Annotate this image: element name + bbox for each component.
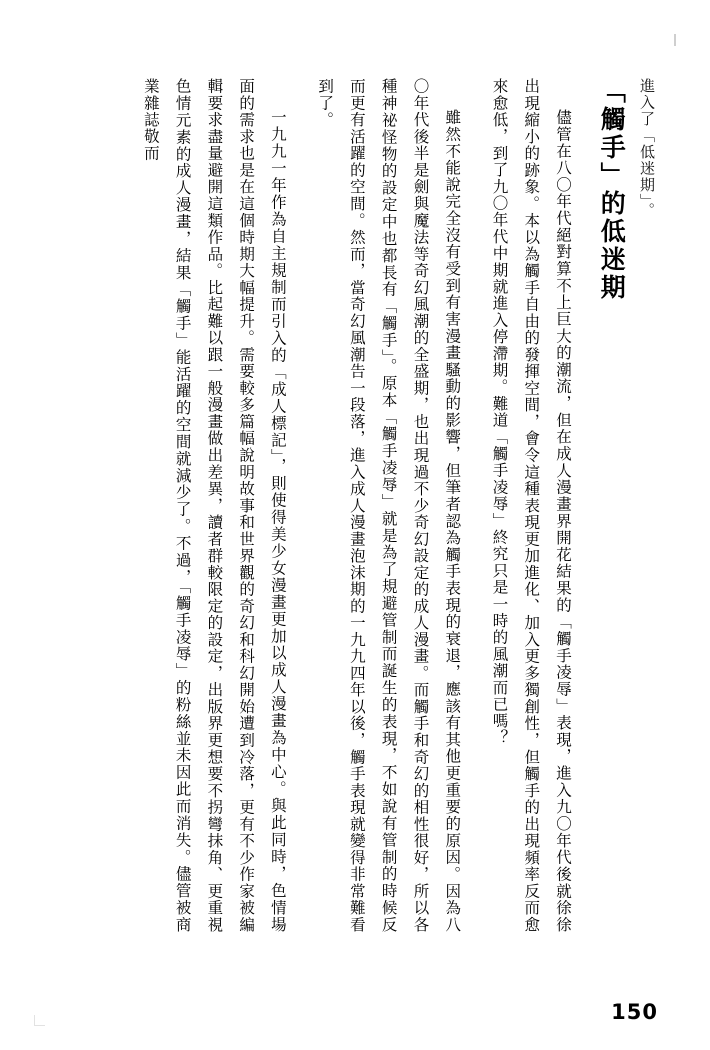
paragraph-3: 一九九一年作為自主規制而引入的「成人標記」，則使得美少女漫畫更加以成人漫畫為中心。與此同時，色情場面的需求也是在這個時期大幅提升。需要較多篇幅說明故事和世界觀的奇幻和科幻開始遭到冷落，更有不少作家被編輯要求盡量避開這類作品。比起難以跟一般漫畫做出差異，讀者群較限定的設定，出版界更想要不拐彎抹角、更重視色情元素的成人漫畫，結果「觸手」能活躍的空間就減少了。不過，「觸手凌辱」的粉絲並未因此而消失。儘管被商業雜誌敬而 — [141, 78, 287, 933]
page-text-body — [48, 78, 662, 938]
page-title: 「觸手」的低迷期 — [597, 78, 627, 302]
crop-mark-bottom — [34, 1015, 45, 1026]
lead-line: 進入了「低迷期」。 — [638, 78, 656, 219]
paragraph-2: 雖然不能說完全沒有受到有害漫畫騷動的影響，但筆者認為觸手表現的衰退，應該有其他更重要的原因。因為八〇年代後半是劍與魔法等奇幻風潮的全盛期，也出現過不少奇幻設定的成人漫畫。而觸手和奇幻的相性很好，所以各種神祕怪物的設定中也都長有「觸手」。原本「觸手凌辱」就是為了規避管制而誕生的表現，不如說有管制的時候反而更有活躍的空間。然而，當奇幻風潮告一段落，進入成人漫畫泡沫期的一九九四年以後，觸手表現就變得非常難看到了。 — [316, 78, 462, 933]
page-number: 150 — [611, 1000, 658, 1024]
paragraph-1: 儘管在八〇年代絕對算不上巨大的潮流，但在成人漫畫界開花結果的「觸手凌辱」表現，進入九〇年代後就徐徐出現縮小的跡象。本以為觸手自由的發揮空間，會令這種表現更加進化、加入更多獨創性，但觸手的出現頻率反而愈來愈低，到了九〇年代中期就進入停滯期。難道「觸手凌辱」終究只是一時的風潮而已嗎？ — [490, 78, 572, 933]
crop-mark-top — [674, 34, 676, 46]
